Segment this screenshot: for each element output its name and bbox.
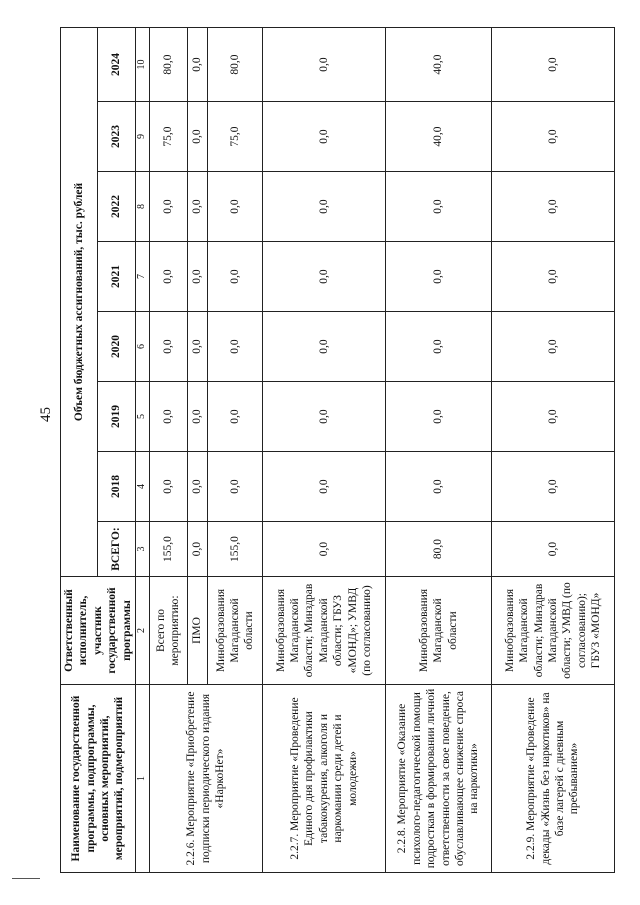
margin-line: [12, 878, 40, 879]
value-cell: 0,0: [149, 242, 187, 312]
value-cell: 0,0: [149, 452, 187, 522]
value-cell: 0,0: [262, 102, 385, 172]
value-cell: 155,0: [208, 522, 263, 577]
column-number: 6: [135, 312, 149, 382]
value-cell: 40,0: [386, 102, 492, 172]
value-cell: 0,0: [492, 172, 615, 242]
value-cell: 0,0: [208, 242, 263, 312]
value-cell: 0,0: [262, 382, 385, 452]
header-year: 2021: [98, 242, 135, 312]
value-cell: 80,0: [149, 28, 187, 102]
value-cell: 75,0: [208, 102, 263, 172]
header-year: 2024: [98, 28, 135, 102]
rotated-table-container: [60, 28, 602, 873]
value-cell: 0,0: [492, 452, 615, 522]
executor-cell: Минобразования Магаданской области; Минздрав Магаданской области; ГБУЗ «МОНД»; УМВД (по согласованию): [262, 577, 385, 685]
executor-cell: ПМО: [187, 577, 208, 685]
value-cell: 0,0: [492, 242, 615, 312]
value-cell: 80,0: [208, 28, 263, 102]
value-cell: 0,0: [386, 382, 492, 452]
value-cell: 0,0: [149, 312, 187, 382]
table-row: [149, 28, 187, 873]
value-cell: 0,0: [149, 172, 187, 242]
budget-table: [60, 27, 615, 873]
value-cell: 0,0: [208, 312, 263, 382]
executor-cell: Всего по мероприятию:: [149, 577, 187, 685]
value-cell: 0,0: [386, 242, 492, 312]
column-number: 7: [135, 242, 149, 312]
executor-cell: Минобразования Магаданской области; Минздрав Магаданской области; УМВД (по согласованию); ГБУЗ «МОНД»: [492, 577, 615, 685]
value-cell: 0,0: [187, 312, 208, 382]
value-cell: 0,0: [187, 452, 208, 522]
value-cell: 0,0: [187, 102, 208, 172]
value-cell: 0,0: [149, 382, 187, 452]
activity-name: 2.2.8. Мероприятие «Оказание психолого-педагогической помощи подросткам в формировании личной ответственности за свое поведение, обуславливающее снижение спроса на наркотики»: [386, 685, 492, 873]
value-cell: 0,0: [208, 382, 263, 452]
header-year: 2018: [98, 452, 135, 522]
value-cell: 75,0: [149, 102, 187, 172]
header-year: 2022: [98, 172, 135, 242]
table-row: [492, 28, 615, 873]
value-cell: 0,0: [492, 522, 615, 577]
executor-cell: Минобразования Магаданской области: [386, 577, 492, 685]
value-cell: 0,0: [492, 312, 615, 382]
value-cell: 0,0: [262, 172, 385, 242]
value-cell: 0,0: [187, 522, 208, 577]
value-cell: 0,0: [386, 172, 492, 242]
header-executor: Ответственный исполнитель, участник государственной программы: [61, 577, 136, 685]
header-name: Наименование государственной программы, подпрограммы, основных мероприятий, мероприятий, подмероприятий: [61, 685, 136, 873]
value-cell: 0,0: [492, 382, 615, 452]
column-number: 8: [135, 172, 149, 242]
column-number: 10: [135, 28, 149, 102]
value-cell: 0,0: [262, 312, 385, 382]
value-cell: 0,0: [187, 172, 208, 242]
value-cell: 0,0: [262, 522, 385, 577]
column-number: 3: [135, 522, 149, 577]
column-number: 2: [135, 577, 149, 685]
value-cell: 0,0: [492, 28, 615, 102]
value-cell: 0,0: [386, 452, 492, 522]
value-cell: 0,0: [386, 312, 492, 382]
column-number: 9: [135, 102, 149, 172]
executor-cell: Минобразования Магаданской области: [208, 577, 263, 685]
page-number: 45: [38, 407, 54, 422]
column-number: 4: [135, 452, 149, 522]
activity-name: 2.2.7. Мероприятие «Проведение Единого дня профилактики табакокурения, алкоголя и наркомании среди детей и молодежи»: [262, 685, 385, 873]
value-cell: 0,0: [187, 28, 208, 102]
value-cell: 155,0: [149, 522, 187, 577]
header-budget: Объем бюджетных ассигнований, тыс. рублей: [61, 28, 98, 577]
value-cell: 0,0: [208, 172, 263, 242]
header-year: 2020: [98, 312, 135, 382]
table-row: [262, 28, 385, 873]
value-cell: 0,0: [187, 382, 208, 452]
value-cell: 0,0: [262, 452, 385, 522]
value-cell: 0,0: [492, 102, 615, 172]
header-total: ВСЕГО:: [98, 522, 135, 577]
value-cell: 40,0: [386, 28, 492, 102]
value-cell: 80,0: [386, 522, 492, 577]
value-cell: 0,0: [262, 28, 385, 102]
column-number: 1: [135, 685, 149, 873]
header-year: 2019: [98, 382, 135, 452]
activity-name: 2.2.6. Мероприятие «Приобретение подписки периодического издания «НаркоНет»: [149, 685, 262, 873]
header-year: 2023: [98, 102, 135, 172]
value-cell: 0,0: [187, 242, 208, 312]
value-cell: 0,0: [208, 452, 263, 522]
table-row: [386, 28, 492, 873]
activity-name: 2.2.9. Мероприятие «Проведение декады «Жизнь без наркотиков» на базе лагерей с дневным пребыванием»: [492, 685, 615, 873]
column-number: 5: [135, 382, 149, 452]
value-cell: 0,0: [262, 242, 385, 312]
